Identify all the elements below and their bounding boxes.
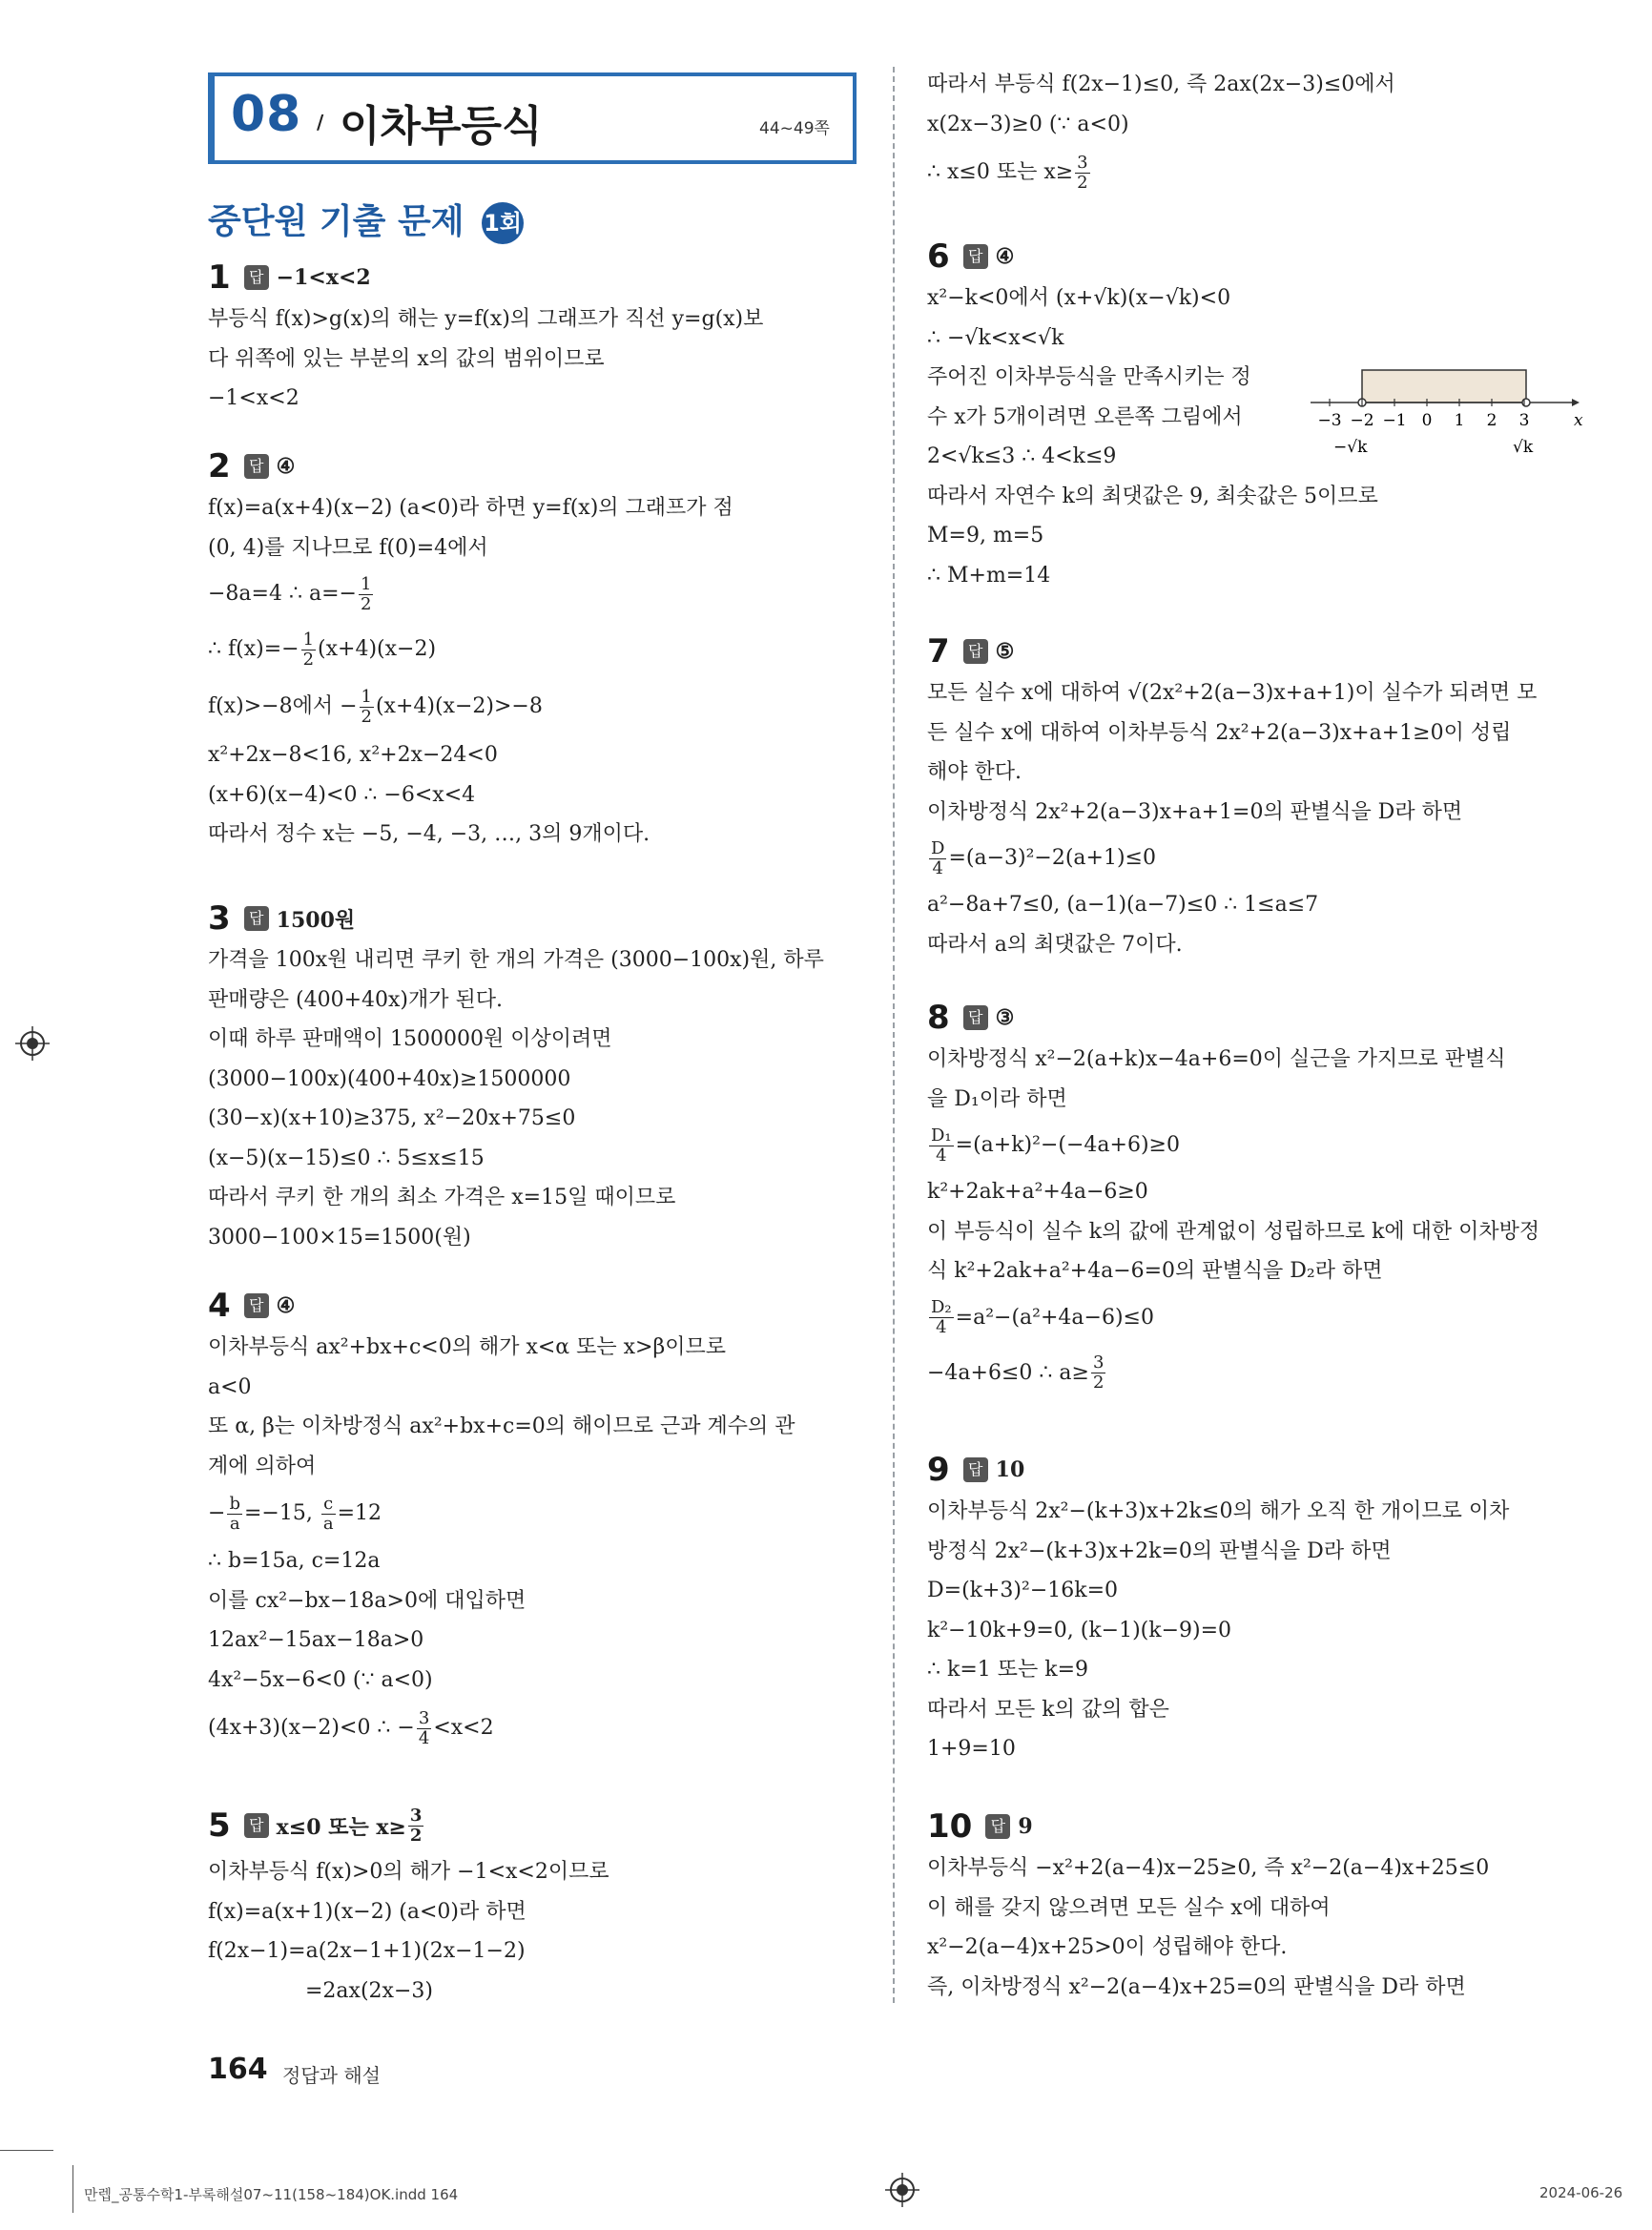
solution-line: f(x)=a(x+4)(x−2) (a<0)라 하면 y=f(x)의 그래프가 점 — [208, 496, 733, 520]
answer-text: x≤0 또는 x≥ — [276, 1814, 406, 1840]
frac-num: 3 — [1077, 152, 1088, 173]
solution-line: 이차방정식 2x²+2(a−3)x+a+1=0의 판별식을 D라 하면 — [927, 799, 1463, 824]
problem-number: 9 — [927, 1451, 950, 1489]
problem-8 — [927, 996, 1539, 1402]
solution-line: 이때 하루 판매액이 1500000원 이상이려면 — [208, 1027, 612, 1051]
tick-label: −1 — [1382, 411, 1407, 430]
answer-badge: 답 — [244, 265, 269, 290]
crop-line — [0, 2150, 53, 2151]
section-badge: 1회 — [482, 202, 524, 244]
problem-7 — [927, 630, 1537, 964]
answer-text: 1500원 — [276, 907, 356, 933]
frac-num: 3 — [409, 1805, 423, 1826]
solution-line: ∴ b=15a, c=12a — [208, 1549, 381, 1573]
problem-10 — [927, 1805, 1489, 2007]
line-text: <x<2 — [433, 1716, 494, 1740]
solution-line: 따라서 모든 k의 값의 합은 — [927, 1697, 1169, 1722]
solution-line: a<0 — [208, 1374, 252, 1399]
frac-num: D — [931, 837, 945, 858]
problem-number: 4 — [208, 1287, 231, 1325]
solution-line: 1+9=10 — [927, 1737, 1016, 1761]
fraction — [360, 688, 374, 727]
interval-box — [1362, 370, 1526, 403]
crop-line — [72, 2165, 73, 2213]
answer-badge: 답 — [963, 1457, 988, 1482]
solution-line: 이차부등식 2x²−(k+3)x+2k≤0의 해가 오직 한 개이므로 이차 — [927, 1499, 1510, 1523]
frac-den: 2 — [1077, 172, 1088, 193]
solution-line — [208, 678, 733, 735]
solution-line: f(x)=a(x+1)(x−2) (a<0)라 하면 — [208, 1899, 527, 1924]
solution-line — [927, 144, 1395, 201]
solution-line: 판매량은 (400+40x)개가 된다. — [208, 987, 503, 1012]
solution-line — [927, 832, 1537, 885]
line-text: =(a+k)²−(−4a+6)≥0 — [955, 1133, 1180, 1157]
problem-5 — [208, 1799, 609, 2011]
solution-line: 3000−100×15=1500(원) — [208, 1225, 471, 1249]
solution-line: 이차부등식 f(x)>0의 해가 −1<x<2이므로 — [208, 1860, 609, 1884]
solution-line: 계에 의하여 — [208, 1454, 317, 1478]
line-text: (x+4)(x−2) — [318, 637, 437, 661]
solution-line: 이차부등식 ax²+bx+c<0의 해가 x<α 또는 x>β이므로 — [208, 1335, 726, 1359]
line-text: ∴ x≤0 또는 x≥ — [927, 160, 1074, 184]
fraction — [321, 1495, 336, 1534]
tick-label: 1 — [1454, 411, 1465, 430]
section-title-text: 중단원 기출 문제 — [208, 202, 465, 241]
answer-badge: 답 — [985, 1814, 1010, 1839]
problem-number: 1 — [208, 258, 231, 297]
problem-number: 3 — [208, 899, 231, 938]
solution-line: k²−10k+9=0, (k−1)(k−9)=0 — [927, 1618, 1232, 1642]
fraction — [227, 1495, 242, 1534]
solution-line: −1<x<2 — [208, 386, 299, 410]
answer-badge: 답 — [963, 244, 988, 269]
section-title — [208, 195, 524, 244]
answer-text: 9 — [1018, 1814, 1033, 1839]
fraction — [417, 1709, 431, 1748]
frac-den: 2 — [302, 649, 315, 670]
frac-num: D₁ — [931, 1125, 952, 1146]
solution-line: 4x²−5x−6<0 (∵ a<0) — [208, 1667, 433, 1692]
fraction — [929, 1126, 954, 1166]
fraction — [408, 1807, 424, 1846]
answer-text: ⑤ — [995, 639, 1015, 664]
solution-line: − $\frac{b}{a}$ =−15, $\frac{c}{a}$ =12 — [208, 1493, 382, 1534]
solution-line: ∴ k=1 또는 k=9 — [927, 1658, 1089, 1682]
solution-line: x(2x−3)≥0 (∵ a<0) — [927, 112, 1129, 136]
frac-den: 2 — [409, 1825, 423, 1846]
solution-line — [927, 1291, 1539, 1345]
frac-den: 2 — [360, 593, 372, 614]
solution-line: 이 해를 갖지 않으려면 모든 실수 x에 대하여 — [927, 1895, 1331, 1920]
solution-line: 수 x가 5개이려면 오른쪽 그림에서 — [927, 404, 1243, 429]
answer-text: 10 — [995, 1457, 1025, 1482]
fraction — [1075, 154, 1089, 193]
solution-line: 부등식 f(x)>g(x)의 해는 y=f(x)의 그래프가 직선 y=g(x)보 — [208, 307, 764, 331]
fraction — [929, 839, 946, 878]
solution-line: x²−2(a−4)x+25>0이 성립해야 한다. — [927, 1935, 1288, 1959]
problem-9 — [927, 1448, 1509, 1769]
solution-line: 따라서 쿠키 한 개의 최소 가격은 x=15일 때이므로 — [208, 1186, 676, 1209]
problem-4 — [208, 1284, 795, 1757]
solution-line — [927, 1345, 1539, 1402]
frac-den: a — [322, 1513, 334, 1534]
answer-badge: 답 — [244, 906, 269, 931]
open-point-right — [1522, 399, 1530, 406]
solution-line: 즉, 이차방정식 x²−2(a−4)x+25=0의 판별식을 D라 하면 — [927, 1974, 1466, 1999]
solution-line — [208, 621, 733, 678]
footer-label: 정답과 해설 — [282, 2064, 381, 2087]
frac-num: 1 — [361, 686, 372, 707]
left-endpoint-label: −√k — [1333, 438, 1368, 457]
file-slug: 만렙_공통수학1-부록해설07~11(158~184)OK.indd 164 — [84, 2186, 459, 2203]
line-text: −8a=4 ∴ a=− — [208, 582, 357, 606]
solution-line: ∴ −√k<x<√k — [927, 325, 1064, 350]
chapter-slash: / — [317, 111, 324, 134]
solution-line: 12ax²−15ax−18a>0 — [208, 1628, 424, 1652]
solution-line: 주어진 이차부등식을 만족시키는 정 — [927, 365, 1251, 389]
answer-text: ④ — [276, 1293, 296, 1318]
frac-num: 1 — [360, 573, 372, 594]
frac-den: 4 — [418, 1727, 430, 1748]
solution-line: 이차방정식 x²−2(a+k)x−4a+6=0이 실근을 가지므로 판별식 — [927, 1047, 1506, 1071]
answer-badge: 답 — [963, 1005, 988, 1030]
solution-line: =2ax(2x−3) — [305, 1978, 433, 2003]
problem-number: 10 — [927, 1807, 973, 1846]
solution-line: 해야 한다. — [927, 760, 1022, 784]
solution-line: (0, 4)를 지나므로 f(0)=4에서 — [208, 535, 488, 560]
frac-den: 4 — [936, 1317, 947, 1337]
line-text: =12 — [337, 1501, 382, 1525]
fraction — [929, 1298, 954, 1337]
solution-line: a²−8a+7≤0, (a−1)(a−7)≤0 ∴ 1≤a≤7 — [927, 893, 1319, 917]
solution-line: 이차부등식 −x²+2(a−4)x−25≥0, 즉 x²−2(a−4)x+25≤0 — [927, 1856, 1490, 1880]
frac-den: 2 — [361, 706, 372, 727]
frac-num: 1 — [302, 629, 315, 650]
solution-line: f(2x−1)=a(2x−1+1)(2x−1−2) — [208, 1939, 526, 1963]
line-text: =a²−(a²+4a−6)≤0 — [955, 1305, 1154, 1330]
frac-num: b — [229, 1493, 240, 1514]
solution-line: k²+2ak+a²+4a−6≥0 — [927, 1180, 1148, 1204]
tick-label: 0 — [1421, 411, 1433, 430]
solution-line: 을 D₁이라 하면 — [927, 1086, 1067, 1111]
solution-line: 다 위쪽에 있는 부분의 x의 값의 범위이므로 — [208, 346, 605, 371]
solution-line: (x−5)(x−15)≤0 ∴ 5≤x≤15 — [208, 1146, 485, 1170]
solution-line: (x+6)(x−4)<0 ∴ −6<x<4 — [208, 782, 476, 807]
answer-text: −1<x<2 — [276, 265, 371, 290]
solution-line: 이 부등식이 실수 k의 값에 관계없이 성립하므로 k에 대한 이차방정 — [927, 1219, 1540, 1244]
line-text: =(a−3)²−2(a+1)≤0 — [948, 846, 1156, 870]
registration-mark-icon — [15, 1026, 50, 1061]
solution-line: 또 α, β는 이차방정식 ax²+bx+c=0의 해이므로 근과 계수의 관 — [208, 1414, 795, 1438]
solution-line: 든 실수 x에 대하여 이차부등식 2x²+2(a−3)x+a+1≥0이 성립 — [927, 720, 1512, 745]
solution-line: D=(k+3)²−16k=0 — [927, 1579, 1119, 1602]
solution-line: x²+2x−8<16, x²+2x−24<0 — [208, 743, 498, 767]
right-endpoint-label: √k — [1513, 438, 1534, 457]
solution-line: x²−k<0에서 (x+√k)(x−√k)<0 — [927, 286, 1231, 310]
frac-num: c — [321, 1495, 336, 1515]
chapter-number: 08 — [231, 86, 302, 143]
fraction — [359, 575, 373, 614]
problem-3 — [208, 897, 824, 1257]
problem-number: 7 — [927, 632, 950, 671]
solution-line: 따라서 자연수 k의 최댓값은 9, 최솟값은 5이므로 — [927, 484, 1378, 508]
frac-den: 2 — [1092, 1373, 1105, 1393]
solution-line: 식 k²+2ak+a²+4a−6=0의 판별식을 D₂라 하면 — [927, 1259, 1383, 1283]
solution-line: M=9, m=5 — [927, 524, 1044, 547]
tick-label: −2 — [1350, 411, 1374, 430]
frac-num: 3 — [418, 1707, 430, 1728]
solution-line — [208, 568, 733, 621]
tick-label: −3 — [1317, 411, 1342, 430]
line-text: (4x+3)(x−2)<0 ∴ − — [208, 1716, 415, 1740]
line-text: f(x)>−8에서 − — [208, 694, 358, 718]
chapter-title: 이차부등식 — [340, 102, 543, 151]
solution-line — [208, 1700, 795, 1757]
line-text: (x+4)(x−2)>−8 — [375, 694, 543, 718]
frac-den: a — [229, 1513, 240, 1534]
number-line-figure — [1305, 364, 1581, 460]
axis-label: x — [1574, 411, 1583, 430]
solution-line: 가격을 100x원 내리면 쿠키 한 개의 가격은 (3000−100x)원, 하루 — [208, 948, 824, 972]
answer-badge: 답 — [244, 1813, 269, 1838]
answer-badge: 답 — [963, 639, 988, 664]
solution-line: (30−x)(x+10)≥375, x²−20x+75≤0 — [208, 1106, 576, 1130]
axis-arrow — [1572, 399, 1580, 406]
solution-line: 이를 cx²−bx−18a>0에 대입하면 — [208, 1588, 527, 1613]
solution-line: ∴ M+m=14 — [927, 563, 1051, 588]
problem-number: 6 — [927, 237, 950, 276]
frac-den: 4 — [932, 857, 943, 878]
column-divider — [893, 67, 895, 2003]
solution-line: 따라서 정수 x는 −5, −4, −3, …, 3의 9개이다. — [208, 822, 650, 846]
line-text: −4a+6≤0 ∴ a≥ — [927, 1360, 1089, 1385]
problem-number: 5 — [208, 1807, 231, 1845]
frac-num: 3 — [1092, 1352, 1105, 1373]
chapter-underline — [208, 160, 857, 164]
solution-line — [927, 1119, 1539, 1172]
problem-number: 2 — [208, 447, 231, 485]
problem-5-continued — [927, 65, 1395, 201]
solution-line: 2<√k≤3 ∴ 4<k≤9 — [927, 444, 1117, 468]
answer-text: ④ — [995, 244, 1015, 269]
answer-text: ③ — [995, 1005, 1015, 1030]
line-text: ∴ f(x)=− — [208, 637, 299, 661]
solution-line: 방정식 2x²−(k+3)x+2k=0의 판별식을 D라 하면 — [927, 1538, 1392, 1563]
problem-number: 8 — [927, 999, 950, 1037]
solution-line: 따라서 a의 최댓값은 7이다. — [927, 932, 1183, 957]
solution-line: 모든 실수 x에 대하여 √(2x²+2(a−3)x+a+1)이 실수가 되려면 모 — [927, 681, 1538, 705]
chapter-pages: 44~49쪽 — [759, 119, 830, 138]
frac-num: D₂ — [931, 1297, 952, 1317]
tick-label: 2 — [1486, 411, 1497, 430]
frac-den: 4 — [936, 1145, 947, 1166]
fraction — [301, 630, 316, 670]
solution-line: 따라서 부등식 f(2x−1)≤0, 즉 2ax(2x−3)≤0에서 — [927, 72, 1395, 96]
page-number: 164 — [208, 2053, 268, 2086]
fraction — [1091, 1353, 1105, 1393]
problem-2 — [208, 444, 733, 855]
answer-text: ④ — [276, 454, 296, 479]
print-date: 2024-06-26 — [1539, 2184, 1623, 2201]
answer-badge: 답 — [244, 1293, 269, 1318]
line-text: =−15, — [243, 1501, 320, 1525]
registration-mark-icon — [885, 2173, 919, 2207]
answer-badge: 답 — [244, 454, 269, 479]
problem-1 — [208, 256, 763, 419]
solution-line: (3000−100x)(400+40x)≥1500000 — [208, 1066, 571, 1091]
tick-label: 3 — [1518, 411, 1530, 430]
